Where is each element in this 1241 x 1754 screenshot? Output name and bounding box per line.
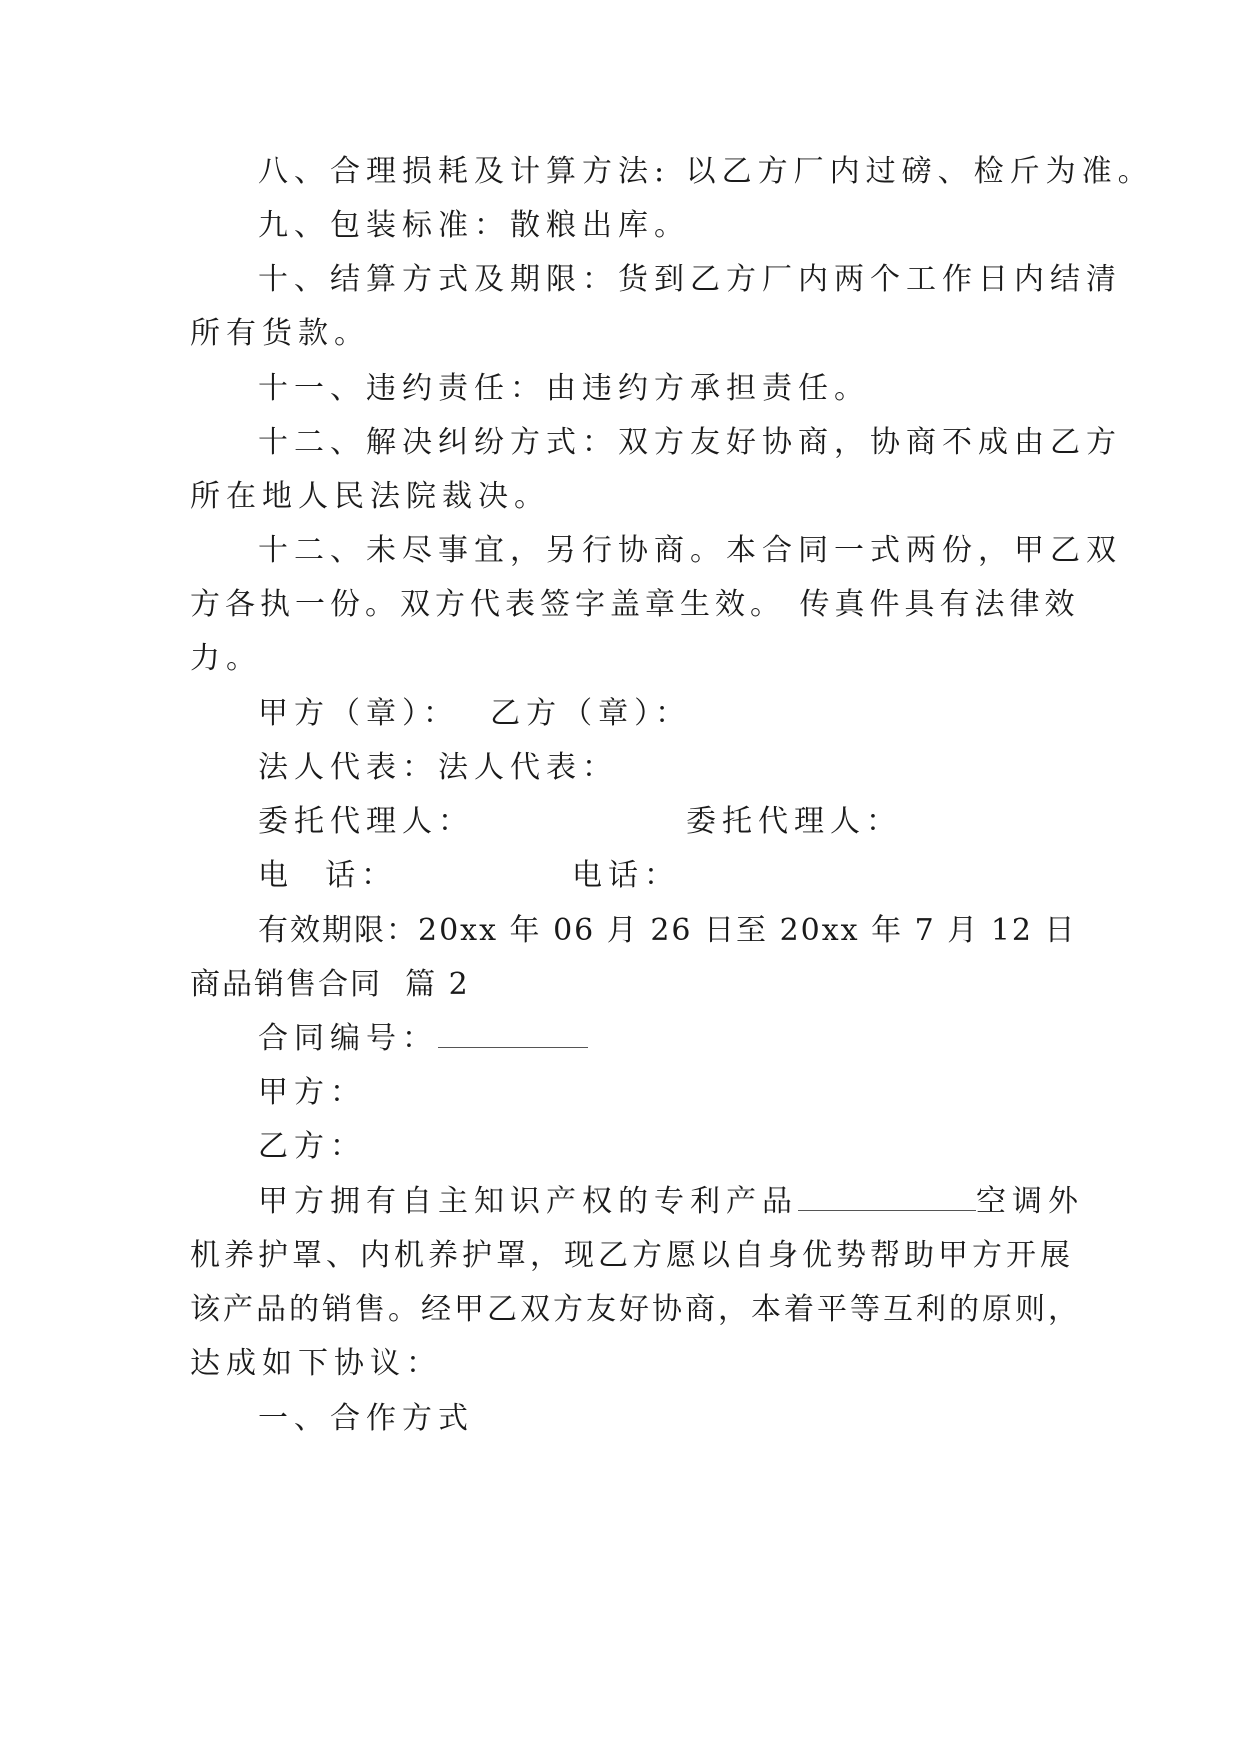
signature-parties: 甲方（章）： 乙方（章）： [258, 696, 692, 731]
intro-line1-b: 空调外 [976, 1184, 1084, 1219]
clause-12b-line2: 方各执一份。双方代表签字盖章生效。 传真件具有法律效 [190, 587, 1080, 622]
agent-b-label: 委托代理人： [686, 804, 902, 839]
intro-line1-a: 甲方拥有自主知识产权的专利产品 [258, 1184, 798, 1219]
clause-10-line1: 十、结算方式及期限：货到乙方厂内两个工作日内结清 [258, 262, 1122, 297]
clause-12b-line3: 力。 [190, 641, 262, 676]
clause-12-line1: 十二、解决纠纷方式：双方友好协商，协商不成由乙方 [258, 425, 1122, 460]
contract-number-label: 合同编号： [258, 1021, 438, 1056]
legal-representatives: 法人代表：法人代表： [258, 750, 618, 785]
phone-a-label: 电 话： [258, 858, 398, 893]
clause-12b-line1: 十二、未尽事宜，另行协商。本合同一式两份，甲乙双 [258, 533, 1122, 568]
clause-8: 八、合理损耗及计算方法: 以乙方厂内过磅、检斤为准。 [258, 154, 1154, 189]
phone-b-label: 电话： [572, 858, 680, 893]
article-1-heading: 一、合作方式 [258, 1401, 474, 1436]
party-b-label: 乙方： [258, 1129, 366, 1164]
intro-line3: 该产品的销售。经甲乙双方友好协商，本着平等互利的原则， [190, 1292, 1081, 1327]
clause-9: 九、包装标准：散粮出库。 [258, 208, 690, 243]
intro-line1 [258, 1184, 1084, 1220]
validity-period: 有效期限：20xx 年 06 月 26 日至 20xx 年 7 月 12 日 [258, 913, 1077, 948]
contract-number-blank [438, 1025, 588, 1048]
clause-12-line2: 所在地人民法院裁决。 [190, 479, 550, 514]
agent-a-label: 委托代理人： [258, 804, 474, 839]
intro-line2: 机养护罩、内机养护罩，现乙方愿以自身优势帮助甲方开展 [190, 1238, 1074, 1273]
section-heading: 商品销售合同 篇 2 [190, 967, 470, 1002]
clause-11: 十一、违约责任：由违约方承担责任。 [258, 371, 870, 406]
party-a-label: 甲方： [258, 1075, 366, 1110]
intro-line4: 达成如下协议： [190, 1346, 442, 1381]
clause-10-line2: 所有货款。 [190, 316, 370, 351]
contract-number-row [258, 1021, 588, 1057]
product-name-blank [798, 1188, 976, 1211]
